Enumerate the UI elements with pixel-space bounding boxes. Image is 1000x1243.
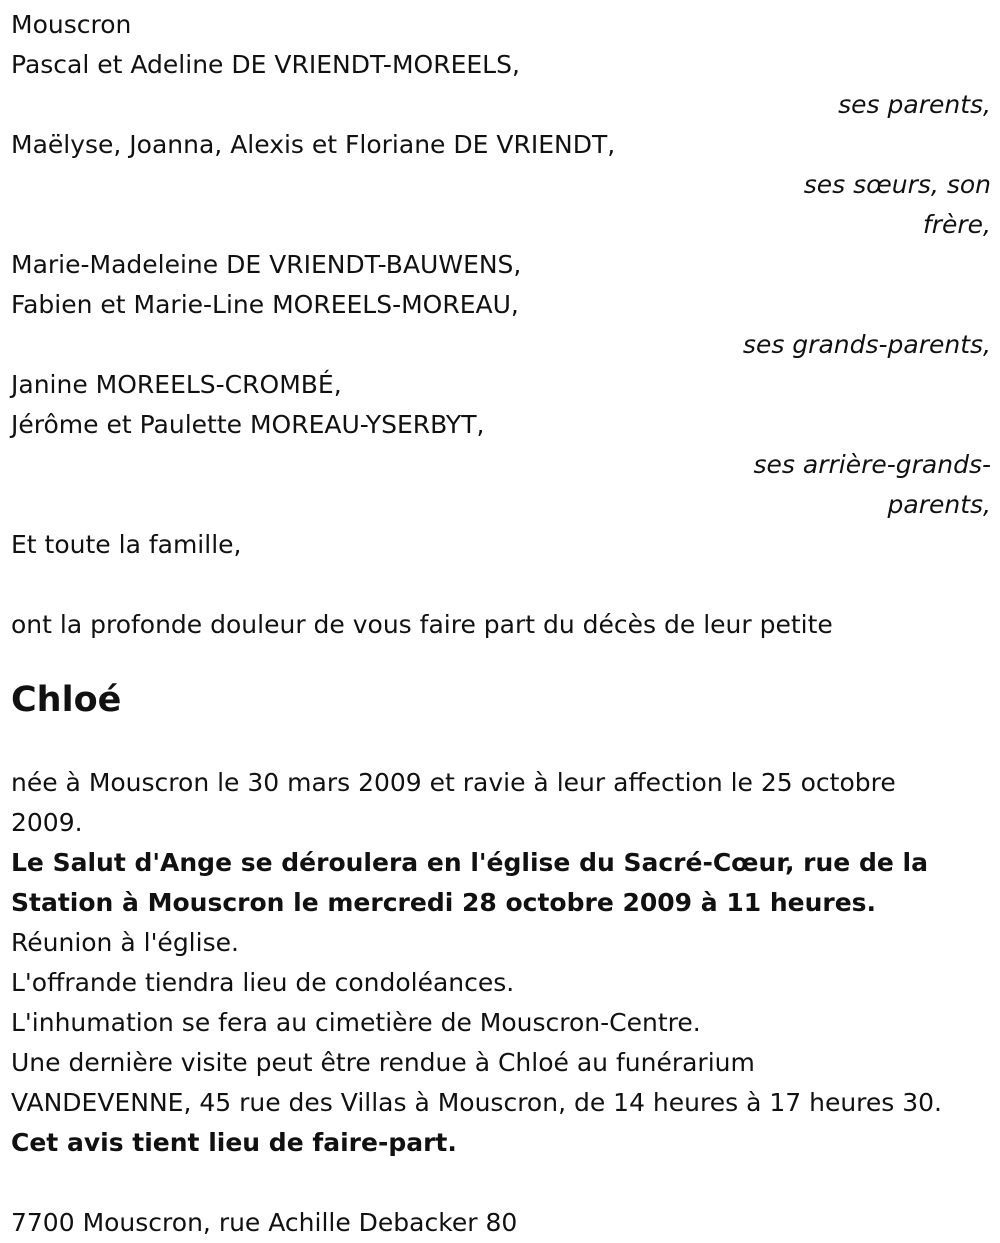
grandparents-line-1: Marie-Madeleine DE VRIENDT-BAUWENS,: [11, 250, 522, 279]
grandparents-role: ses grands-parents,: [742, 330, 991, 359]
obituary-notice: [11, 5, 991, 1243]
intro-line: ont la profonde douleur de vous faire part du décès de leur petite: [11, 610, 833, 639]
notice-line: Cet avis tient lieu de faire-part.: [11, 1128, 457, 1157]
address-line: 7700 Mouscron, rue Achille Debacker 80: [11, 1208, 518, 1237]
offering-line: L'offrande tiendra lieu de condoléances.: [11, 968, 515, 997]
parents-role: ses parents,: [838, 90, 991, 119]
whole-family-line: Et toute la famille,: [11, 530, 242, 559]
great-grandparents-line-1: Janine MOREELS-CROMBÉ,: [11, 370, 342, 399]
siblings-role-block: [791, 165, 991, 245]
burial-line: L'inhumation se fera au cimetière de Mouscron-Centre.: [11, 1008, 701, 1037]
siblings-role-line-1: ses sœurs, son: [803, 170, 991, 199]
ceremony-line-1: Le Salut d'Ange se déroulera en l'église du Sacré-Cœur, rue de la: [11, 848, 928, 877]
great-grandparents-role-line-1: ses arrière-grands-: [753, 450, 991, 479]
meeting-line: Réunion à l'église.: [11, 928, 239, 957]
siblings-role-line-2: frère,: [922, 210, 991, 239]
great-grandparents-line-2: Jérôme et Paulette MOREAU-YSERBYT,: [11, 410, 485, 439]
deceased-name: Chloé: [11, 680, 122, 720]
visit-line-1: Une dernière visite peut être rendue à Chloé au funérarium: [11, 1048, 755, 1077]
parents-names: Pascal et Adeline DE VRIENDT-MOREELS,: [11, 50, 520, 79]
great-grandparents-role-block: [751, 445, 991, 525]
great-grandparents-role-line-2: parents,: [887, 490, 991, 519]
dates-line-2: 2009.: [11, 808, 83, 837]
city-line: Mouscron: [11, 10, 132, 39]
ceremony-line-2: Station à Mouscron le mercredi 28 octobre 2009 à 11 heures.: [11, 888, 877, 917]
visit-line-2: VANDEVENNE, 45 rue des Villas à Mouscron, de 14 heures à 17 heures 30.: [11, 1088, 943, 1117]
dates-line-1: née à Mouscron le 30 mars 2009 et ravie à leur affection le 25 octobre: [11, 768, 896, 797]
siblings-names: Maëlyse, Joanna, Alexis et Floriane DE VRIENDT,: [11, 130, 616, 159]
grandparents-line-2: Fabien et Marie-Line MOREELS-MOREAU,: [11, 290, 519, 319]
